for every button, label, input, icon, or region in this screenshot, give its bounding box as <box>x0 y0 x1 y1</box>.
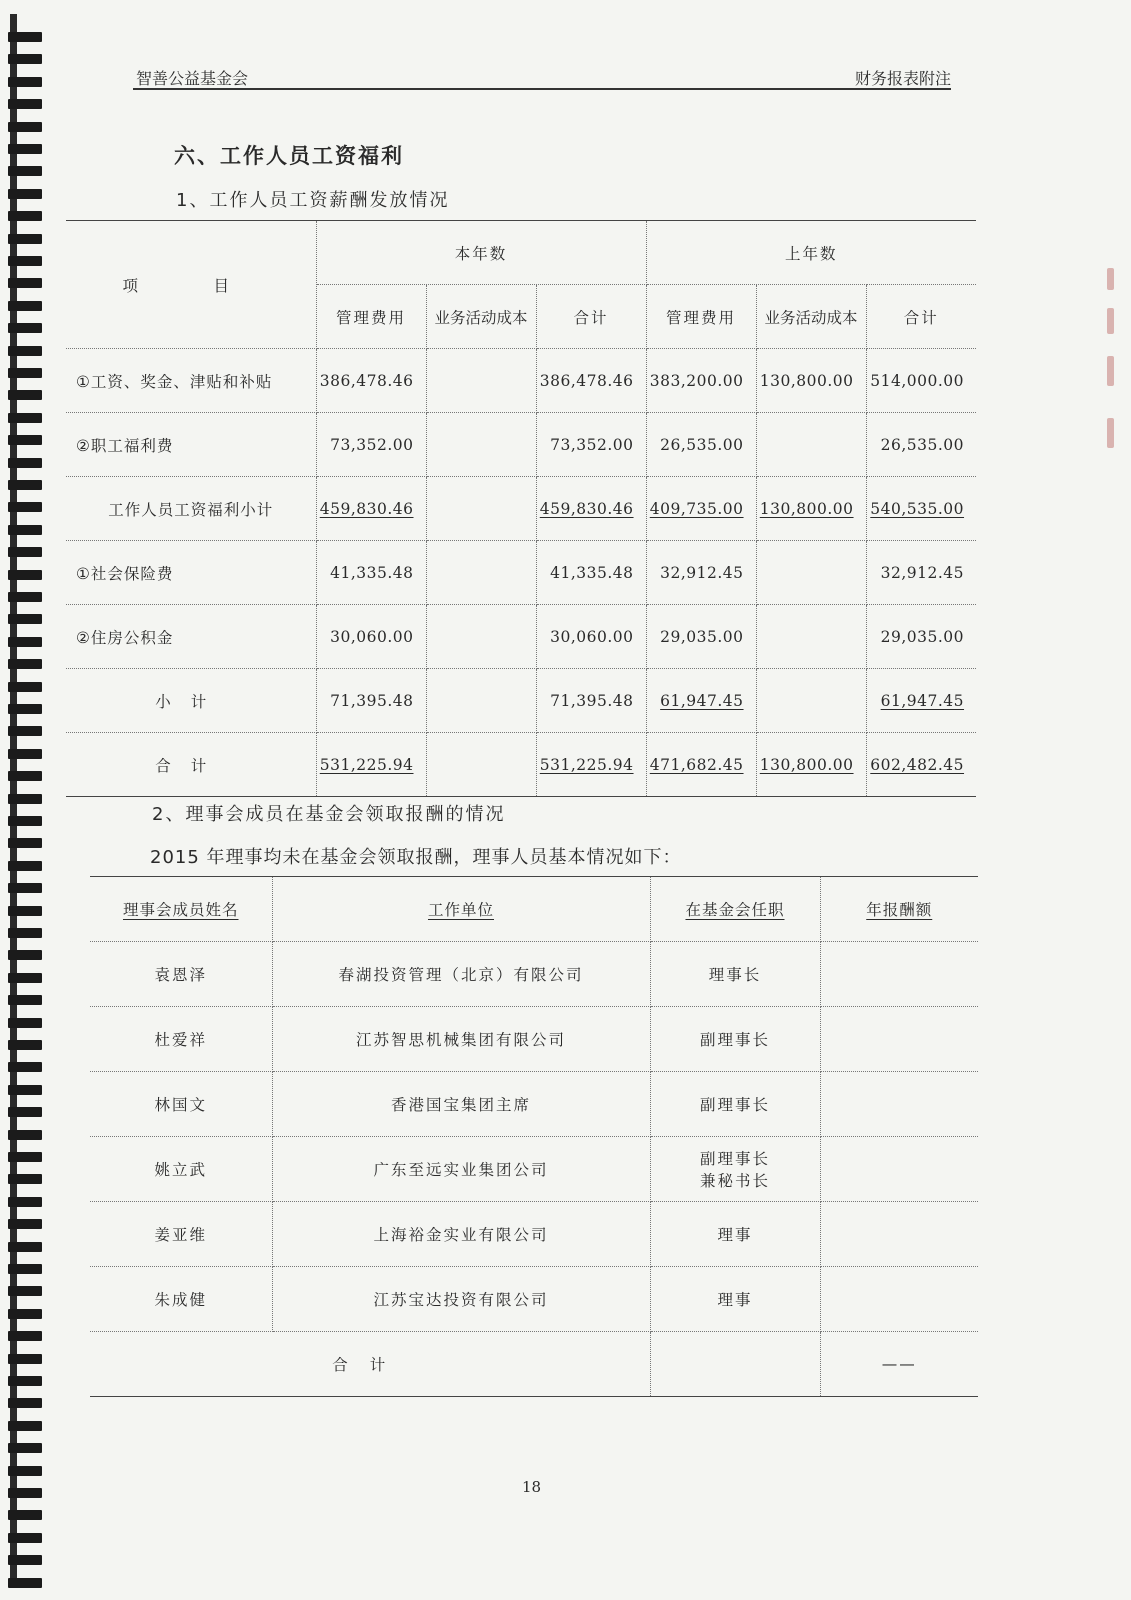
binding-ring <box>8 995 42 1005</box>
header-total-prior: 合计 <box>866 285 976 349</box>
binding-ring <box>8 77 42 87</box>
table-row <box>90 1137 978 1202</box>
section-title: 六、工作人员工资福利 <box>174 144 404 168</box>
binding-ring <box>8 1578 42 1588</box>
member-unit: 春湖投资管理（北京）有限公司 <box>272 942 650 1007</box>
row-label: ②住房公积金 <box>66 605 316 669</box>
binding-ring <box>8 346 42 356</box>
table-header-row <box>66 221 976 285</box>
header-doc-type: 财务报表附注 <box>854 69 951 88</box>
binding-ring <box>8 1040 42 1050</box>
salary-table <box>66 220 976 797</box>
total-position <box>650 1332 820 1397</box>
binding-ring <box>8 435 42 445</box>
member-position <box>650 1137 820 1202</box>
table-row <box>90 1007 978 1072</box>
member-pay <box>820 1267 978 1332</box>
cell-value <box>756 605 866 669</box>
cell-value <box>426 733 536 797</box>
member-position: 理事 <box>650 1202 820 1267</box>
member-position: 理事长 <box>650 942 820 1007</box>
table-row <box>90 1072 978 1137</box>
binding-ring <box>8 144 42 154</box>
binding-ring <box>8 502 42 512</box>
member-name: 林国文 <box>90 1072 272 1137</box>
cell-value <box>426 413 536 477</box>
binding-ring <box>8 816 42 826</box>
board-members-table <box>90 876 978 1397</box>
table-row-subtotal <box>66 669 976 733</box>
cell-value: 41,335.48 <box>316 541 426 605</box>
binding-ring <box>8 390 42 400</box>
member-pay <box>820 1072 978 1137</box>
cell-value: 61,947.45 <box>660 691 744 710</box>
binding-ring <box>8 122 42 132</box>
member-position: 理事 <box>650 1267 820 1332</box>
binding-ring <box>8 861 42 871</box>
row-label: 合计 <box>66 733 316 797</box>
row-label: 小计 <box>66 669 316 733</box>
binding-ring <box>8 1376 42 1386</box>
binding-ring <box>8 1309 42 1319</box>
stamp-mark <box>1101 268 1123 458</box>
header-biz-current: 业务活动成本 <box>426 285 536 349</box>
binding-spine <box>8 14 42 1586</box>
cell-value: 531,225.94 <box>319 755 414 774</box>
binding-ring <box>8 771 42 781</box>
cell-value <box>426 669 536 733</box>
member-unit: 香港国宝集团主席 <box>272 1072 650 1137</box>
binding-ring <box>8 1443 42 1453</box>
binding-ring <box>8 1354 42 1364</box>
binding-ring <box>8 1197 42 1207</box>
cell-value: 386,478.46 <box>316 349 426 413</box>
binding-ring <box>8 1331 42 1341</box>
binding-ring <box>8 749 42 759</box>
subsection-title-2: 2、理事会成员在基金会领取报酬的情况 <box>152 804 506 825</box>
row-label: 工作人员工资福利小计 <box>66 477 316 541</box>
binding-ring <box>8 1488 42 1498</box>
binding-ring <box>8 480 42 490</box>
header-rule <box>133 88 951 90</box>
cell-value: 30,060.00 <box>316 605 426 669</box>
binding-ring <box>8 525 42 535</box>
row-label: ①社会保险费 <box>66 541 316 605</box>
table-row <box>66 413 976 477</box>
binding-ring <box>8 659 42 669</box>
member-unit: 上海裕金实业有限公司 <box>272 1202 650 1267</box>
cell-value: 32,912.45 <box>866 541 976 605</box>
binding-ring <box>8 950 42 960</box>
binding-ring <box>8 301 42 311</box>
row-label: ②职工福利费 <box>66 413 316 477</box>
binding-ring <box>8 682 42 692</box>
binding-ring <box>8 1062 42 1072</box>
binding-ring <box>8 413 42 423</box>
cell-value: 26,535.00 <box>866 413 976 477</box>
cell-value: 531,225.94 <box>539 755 634 774</box>
binding-ring <box>8 973 42 983</box>
binding-ring <box>8 883 42 893</box>
binding-ring <box>8 189 42 199</box>
cell-value: 471,682.45 <box>649 755 744 774</box>
total-label: 合计 <box>90 1332 650 1397</box>
header-work-unit: 工作单位 <box>272 877 650 942</box>
binding-ring <box>8 1107 42 1117</box>
member-name: 杜爱祥 <box>90 1007 272 1072</box>
member-position-line1: 副理事长 <box>699 1150 770 1168</box>
binding-ring <box>8 54 42 64</box>
binding-ring <box>8 234 42 244</box>
header-member-name: 理事会成员姓名 <box>90 877 272 942</box>
table-row <box>66 605 976 669</box>
binding-ring <box>8 547 42 557</box>
binding-ring <box>8 592 42 602</box>
header-biz-prior: 业务活动成本 <box>756 285 866 349</box>
binding-ring <box>8 368 42 378</box>
binding-ring <box>8 211 42 221</box>
binding-ring <box>8 794 42 804</box>
binding-ring <box>8 1286 42 1296</box>
cell-value <box>426 605 536 669</box>
cell-value <box>426 349 536 413</box>
member-pay <box>820 1137 978 1202</box>
binding-ring <box>8 1152 42 1162</box>
binding-ring <box>8 906 42 916</box>
cell-value: 130,800.00 <box>759 755 854 774</box>
header-org: 智善公益基金会 <box>136 69 249 88</box>
cell-value: 383,200.00 <box>646 349 756 413</box>
member-pay <box>820 1007 978 1072</box>
binding-ring <box>8 928 42 938</box>
binding-ring <box>8 1130 42 1140</box>
binding-ring <box>8 1466 42 1476</box>
cell-value: 540,535.00 <box>870 499 965 518</box>
header-current-year: 本年数 <box>316 221 646 285</box>
binding-ring <box>8 637 42 647</box>
binding-ring <box>8 166 42 176</box>
binding-ring <box>8 1421 42 1431</box>
cell-value: 26,535.00 <box>646 413 756 477</box>
cell-value: 30,060.00 <box>536 605 646 669</box>
cell-value: 41,335.48 <box>536 541 646 605</box>
binding-ring <box>8 1510 42 1520</box>
header-mgmt-current: 管理费用 <box>316 285 426 349</box>
cell-value: 386,478.46 <box>536 349 646 413</box>
member-position: 副理事长 <box>650 1007 820 1072</box>
table-row-total <box>66 733 976 797</box>
row-label: ①工资、奖金、津贴和补贴 <box>66 349 316 413</box>
cell-value: 73,352.00 <box>536 413 646 477</box>
cell-value: 409,735.00 <box>649 499 744 518</box>
member-name: 姜亚维 <box>90 1202 272 1267</box>
cell-value: 459,830.46 <box>319 499 414 518</box>
table-row <box>90 1202 978 1267</box>
header-item: 项 目 <box>66 221 316 349</box>
cell-value: 32,912.45 <box>646 541 756 605</box>
binding-ring <box>8 614 42 624</box>
cell-value <box>756 669 866 733</box>
member-position: 副理事长 <box>650 1072 820 1137</box>
cell-value: 71,395.48 <box>316 669 426 733</box>
binding-ring <box>8 704 42 714</box>
cell-value: 514,000.00 <box>866 349 976 413</box>
binding-ring <box>8 1242 42 1252</box>
cell-value: 73,352.00 <box>316 413 426 477</box>
cell-value <box>756 541 866 605</box>
member-name: 朱成健 <box>90 1267 272 1332</box>
table-row-subtotal <box>66 477 976 541</box>
binding-ring <box>8 1264 42 1274</box>
binding-ring <box>8 1533 42 1543</box>
binding-ring <box>8 1555 42 1565</box>
table-row <box>66 349 976 413</box>
binding-ring <box>8 1219 42 1229</box>
binding-ring <box>8 256 42 266</box>
binding-ring <box>8 323 42 333</box>
table-header-row <box>90 877 978 942</box>
total-pay: —— <box>820 1332 978 1397</box>
table-row-total <box>90 1332 978 1397</box>
member-name: 袁恩泽 <box>90 942 272 1007</box>
table-row <box>66 541 976 605</box>
cell-value: 130,800.00 <box>756 349 866 413</box>
binding-ring <box>8 278 42 288</box>
header-mgmt-prior: 管理费用 <box>646 285 756 349</box>
binding-ring <box>8 570 42 580</box>
header-position: 在基金会任职 <box>650 877 820 942</box>
cell-value: 71,395.48 <box>536 669 646 733</box>
binding-ring <box>8 1018 42 1028</box>
subsection-title-1: 1、工作人员工资薪酬发放情况 <box>176 190 450 211</box>
header-total-current: 合计 <box>536 285 646 349</box>
binding-ring <box>8 726 42 736</box>
binding-ring <box>8 1174 42 1184</box>
page-number: 18 <box>522 1478 542 1496</box>
cell-value: 29,035.00 <box>866 605 976 669</box>
cell-value: 459,830.46 <box>539 499 634 518</box>
cell-value: 29,035.00 <box>646 605 756 669</box>
cell-value: 130,800.00 <box>759 499 854 518</box>
binding-ring <box>8 458 42 468</box>
cell-value: 602,482.45 <box>870 755 965 774</box>
binding-ring <box>8 1085 42 1095</box>
cell-value <box>756 413 866 477</box>
member-pay <box>820 942 978 1007</box>
member-unit: 江苏宝达投资有限公司 <box>272 1267 650 1332</box>
member-name: 姚立武 <box>90 1137 272 1202</box>
binding-ring <box>8 838 42 848</box>
header-annual-pay: 年报酬额 <box>820 877 978 942</box>
member-unit: 江苏智思机械集团有限公司 <box>272 1007 650 1072</box>
member-position-line2: 兼秘书长 <box>699 1172 770 1190</box>
binding-ring <box>8 1398 42 1408</box>
cell-value <box>426 477 536 541</box>
binding-ring <box>8 32 42 42</box>
note-text: 2015 年理事均未在基金会领取报酬，理事人员基本情况如下： <box>150 847 682 868</box>
member-pay <box>820 1202 978 1267</box>
table-row <box>90 942 978 1007</box>
binding-ring <box>8 99 42 109</box>
member-unit: 广东至远实业集团公司 <box>272 1137 650 1202</box>
header-prior-year: 上年数 <box>646 221 976 285</box>
table-row <box>90 1267 978 1332</box>
cell-value: 61,947.45 <box>880 691 965 710</box>
cell-value <box>426 541 536 605</box>
